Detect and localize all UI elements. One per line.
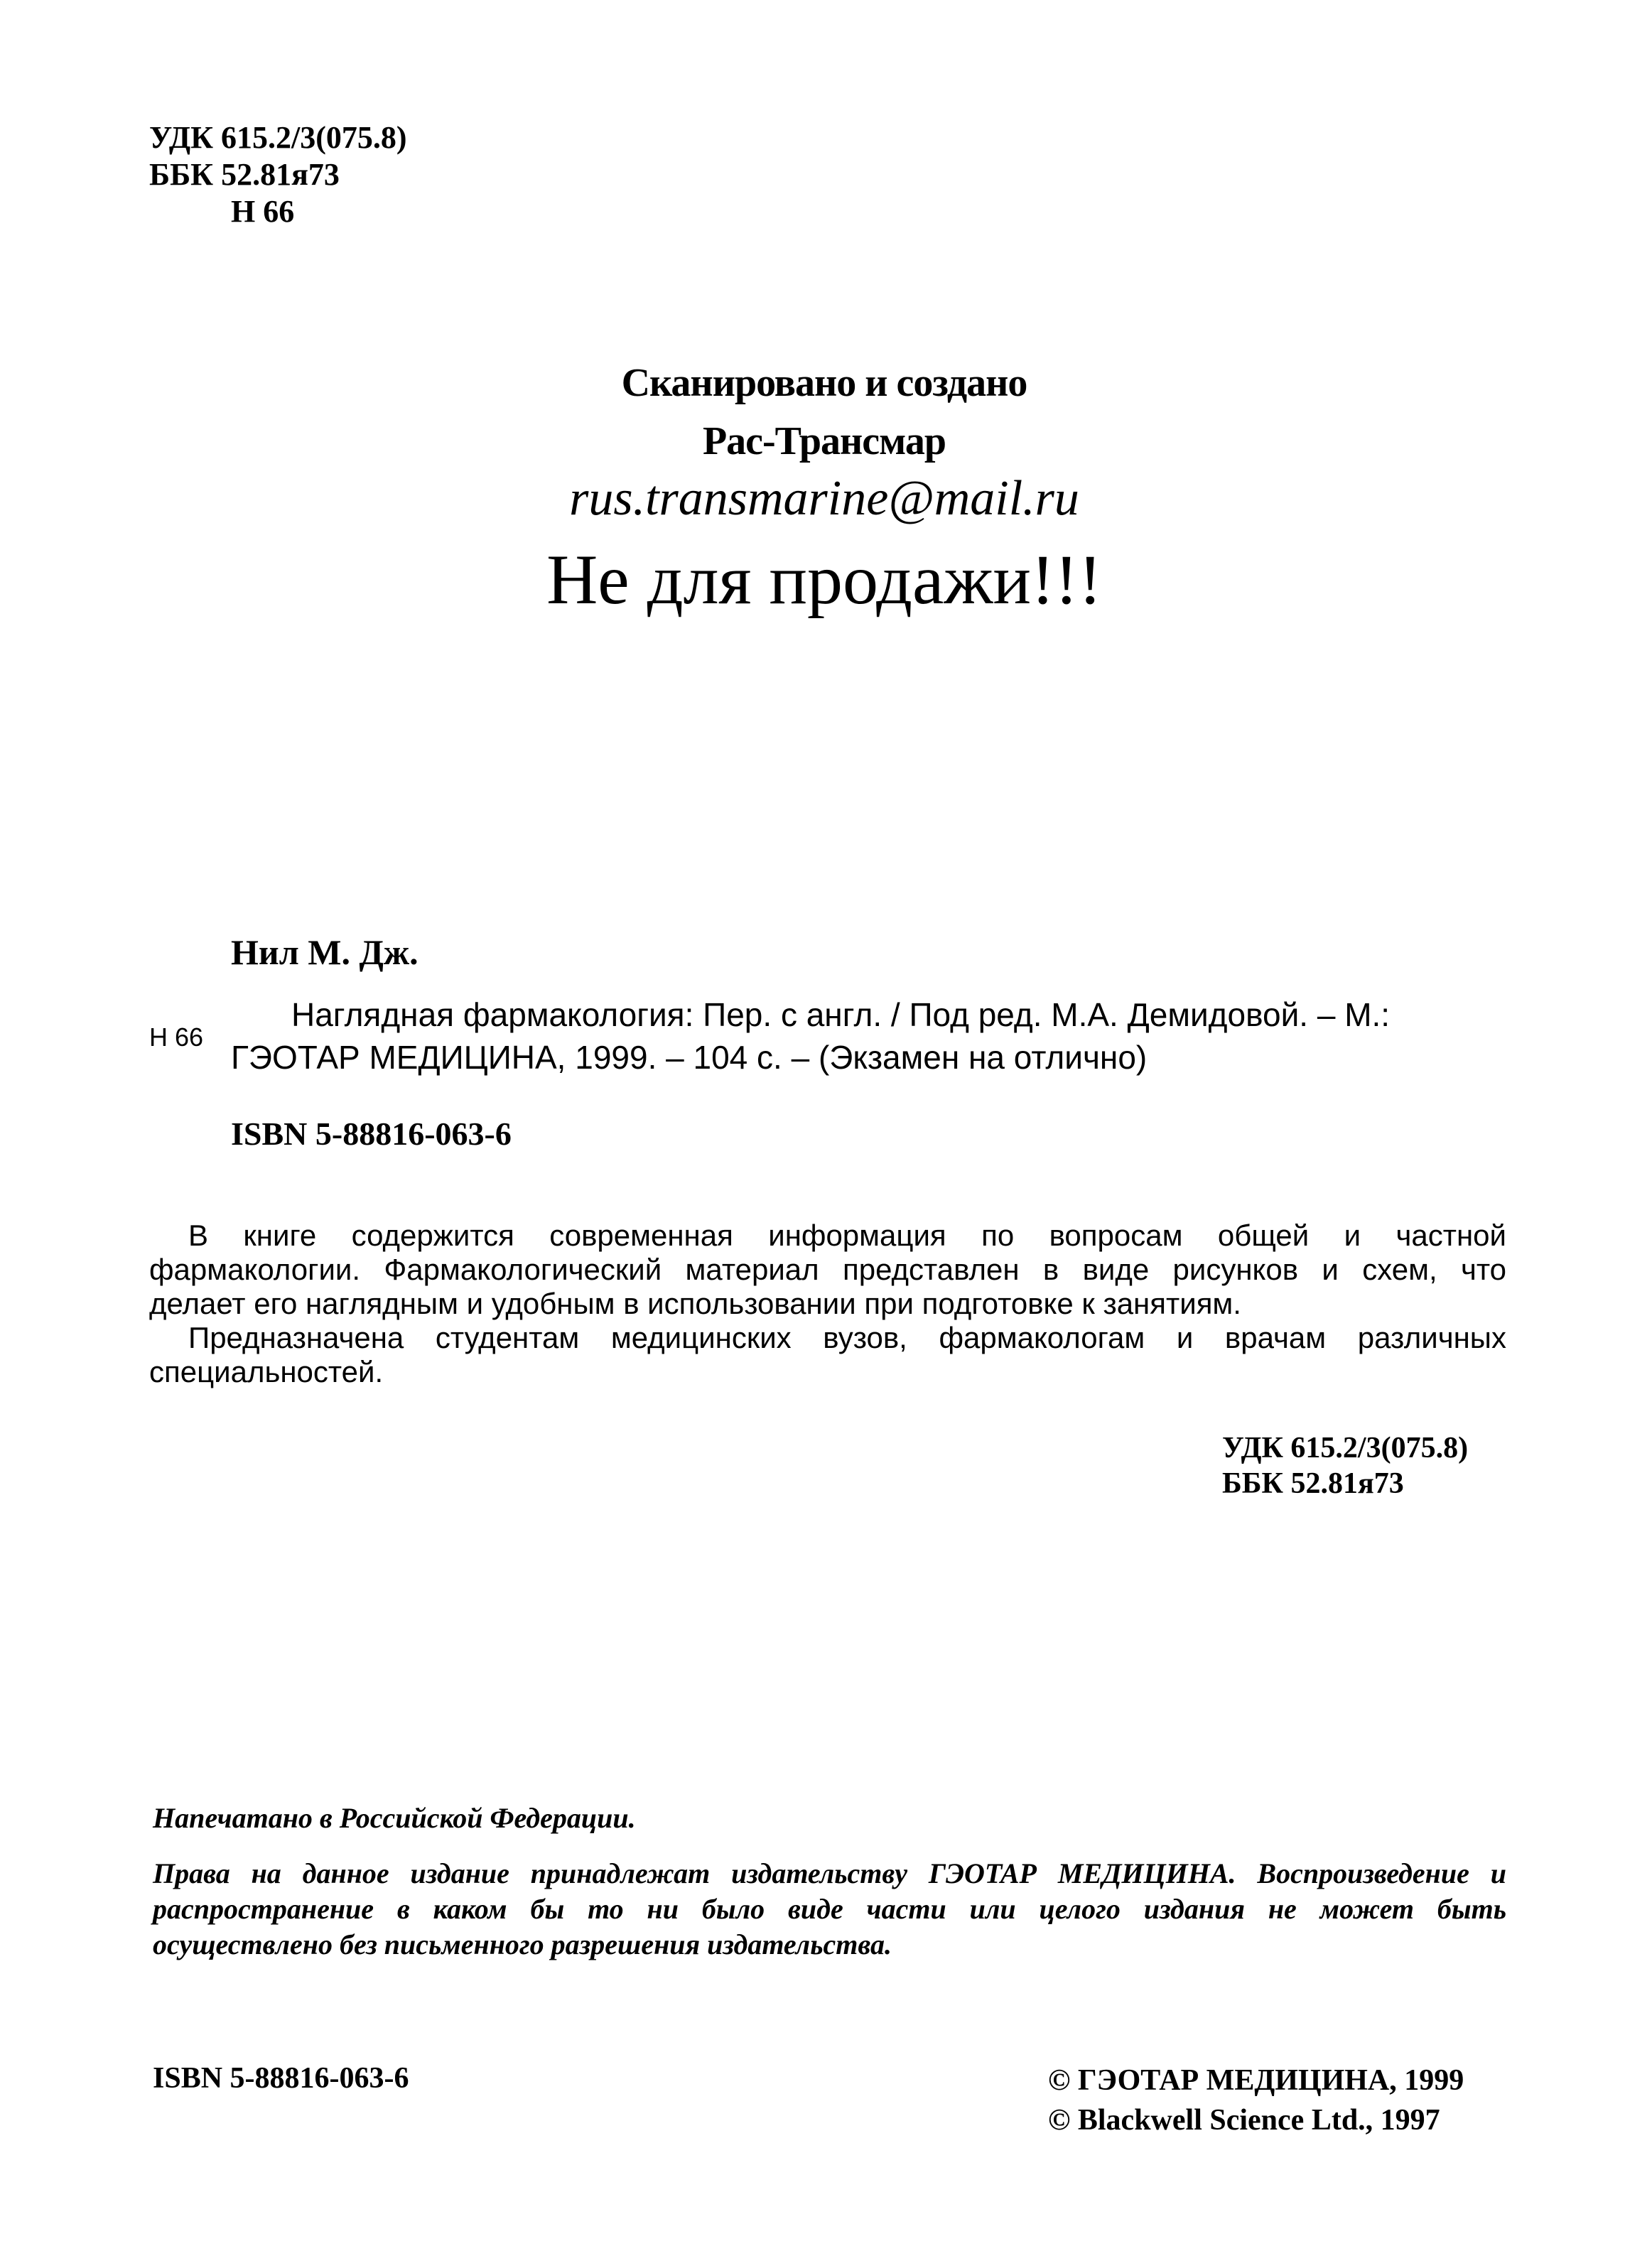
bbk-code: ББК 52.81я73 — [149, 157, 340, 192]
udk-code: УДК 615.2/3(075.8) — [149, 120, 407, 155]
rights-line: распространение в каком бы то ни было виде части или целого издания не может быть — [153, 1893, 1506, 1925]
scan-notice — [455, 359, 1194, 622]
copyright-publisher: © ГЭОТАР МЕДИЦИНА, 1999 — [1048, 2064, 1464, 2097]
copyright-block — [1048, 2061, 1464, 2140]
annotation-line: В книге содержится современная информация по вопросам общей и частной — [188, 1219, 1506, 1252]
not-for-sale: Не для продажи!!! — [546, 540, 1102, 619]
printed-in-notice: Напечатано в Российской Федерации. — [153, 1802, 636, 1834]
udk-code-bottom: УДК 615.2/3(075.8) — [1222, 1432, 1469, 1464]
annotation-line: специальностей. — [149, 1355, 384, 1388]
rights-line: Права на данное издание принадлежат издательству ГЭОТАР МЕДИЦИНА. Воспроизведение и — [153, 1857, 1506, 1889]
catalog-code: Н 66 — [149, 1022, 204, 1052]
annotation-line: Предназначена студентам медицинских вузов, фармакологам и врачам различных — [188, 1321, 1506, 1354]
classification-bottom — [1222, 1430, 1468, 1501]
bbk-code-bottom: ББК 52.81я73 — [1222, 1467, 1404, 1500]
rights-notice — [153, 1856, 1506, 1963]
copyright-original: © Blackwell Science Ltd., 1997 — [1048, 2104, 1440, 2137]
scan-notice-line1: Сканировано и создано — [621, 361, 1027, 405]
annotation-line: делает его наглядным и удобным в использовании при подготовке к занятиям. — [149, 1287, 1241, 1320]
annotation-line: фармакологии. Фармакологический материал представлен в виде рисунков и схем, что — [149, 1253, 1506, 1286]
catalog-author: Нил М. Дж. — [231, 932, 419, 972]
scan-notice-line2: Рас-Трансмар — [702, 419, 946, 463]
footer-isbn: ISBN 5-88816-063-6 — [153, 2062, 409, 2095]
catalog-description-line1: Наглядная фармакология: Пер. с англ. / Под ред. М.А. Демидовой. – М.: — [291, 996, 1391, 1033]
catalog-description-line2: ГЭОТАР МЕДИЦИНА, 1999. – 104 с. – (Экзамен на отлично) — [231, 1039, 1148, 1076]
rights-line: осуществлено без письменного разрешения издательства. — [153, 1928, 892, 1960]
author-mark: Н 66 — [231, 194, 295, 229]
scan-notice-email: rus.transmarine@mail.ru — [569, 471, 1079, 526]
annotation — [149, 1219, 1506, 1389]
catalog-isbn: ISBN 5-88816-063-6 — [231, 1116, 512, 1152]
